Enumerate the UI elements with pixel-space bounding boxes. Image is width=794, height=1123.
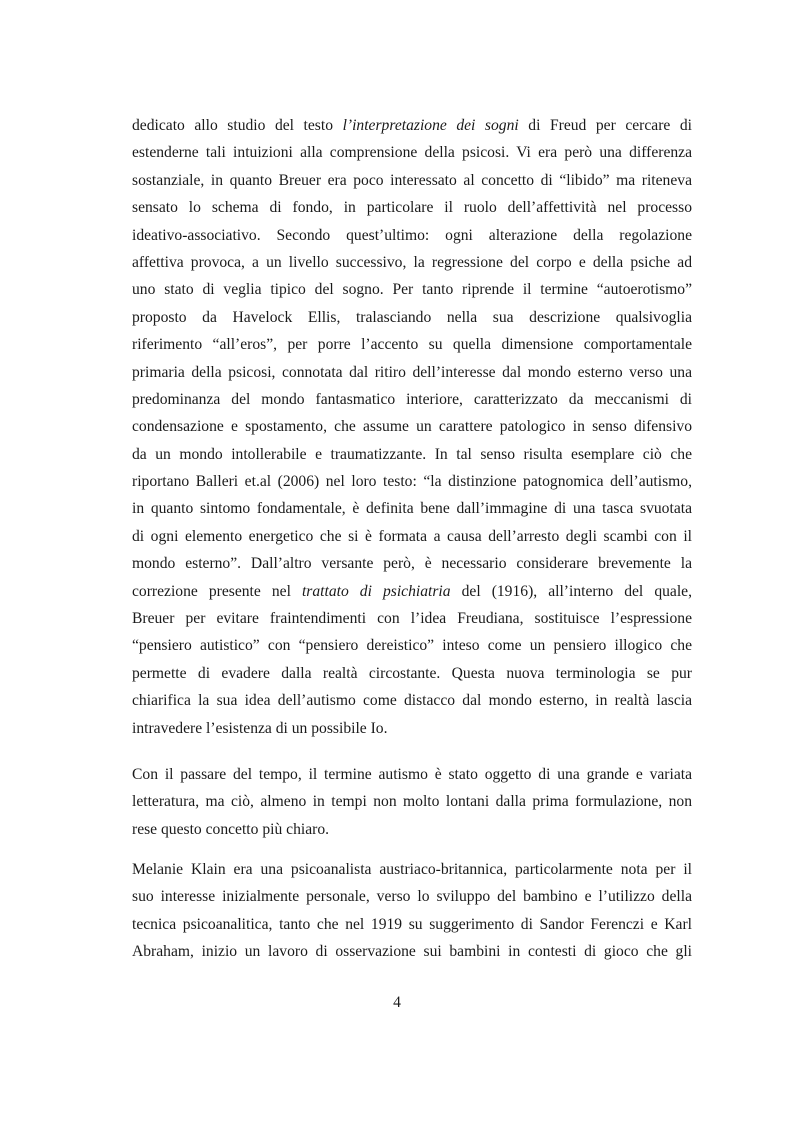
text-segment: predominanza del mondo fantasmatico interiore, caratterizzato da meccanismi di xyxy=(132,390,692,408)
text-line xyxy=(132,495,692,522)
text-segment: riportano Balleri et.al (2006) nel loro testo: “la distinzione patognomica dell’autismo, xyxy=(132,473,692,491)
text-segment: di Freud per cercare di xyxy=(518,117,692,134)
italic-title: trattato di psichiatria xyxy=(301,582,451,600)
text-line xyxy=(132,139,692,166)
italic-title: l’interpretazione dei sogni xyxy=(342,117,519,134)
text-segment: ideativo-associativo. Secondo quest’ultimo: ogni alterazione della regolazione xyxy=(132,226,692,244)
text-segment: uno stato di veglia tipico del sogno. Per tanto riprende il termine “autoerotismo” xyxy=(132,281,692,299)
text-line xyxy=(132,112,692,139)
text-line xyxy=(132,911,692,938)
text-segment: estenderne tali intuizioni alla comprensione della psicosi. Vi era però una differenza xyxy=(132,144,692,162)
text-line xyxy=(132,523,692,550)
text-line xyxy=(132,304,692,331)
text-line xyxy=(132,249,692,276)
text-line xyxy=(132,856,692,883)
text-line xyxy=(132,605,692,632)
text-line xyxy=(132,660,692,687)
text-line xyxy=(132,413,692,440)
text-segment: da un mondo intollerabile e traumatizzante. In tal senso risulta esemplare ciò che xyxy=(132,445,692,463)
text-line xyxy=(132,761,692,788)
paragraph-2 xyxy=(132,761,692,843)
text-segment: Abraham, inizio un lavoro di osservazione sui bambini in contesti di gioco che gli xyxy=(132,943,692,961)
text-line xyxy=(132,222,692,249)
paragraph-1 xyxy=(132,112,692,742)
text-segment: sostanziale, in quanto Breuer era poco interessato al concetto di “libido” ma riteneva xyxy=(132,171,692,189)
text-segment: riferimento “all’eros”, per porre l’accento su quella dimensione comportamentale xyxy=(132,336,692,354)
text-segment: rese questo concetto più chiaro. xyxy=(132,820,330,838)
text-line xyxy=(132,632,692,659)
text-segment: condensazione e spostamento, che assume un carattere patologico in senso difensivo xyxy=(132,418,692,436)
text-segment: Con il passare del tempo, il termine autismo è stato oggetto di una grande e variata xyxy=(132,766,692,783)
text-segment: del (1916), all’interno del quale, xyxy=(450,582,692,600)
text-segment: mondo esterno”. Dall’altro versante però, è necessario considerare brevemente la xyxy=(132,555,692,573)
text-line xyxy=(132,331,692,358)
text-line xyxy=(132,578,692,605)
text-segment: permette di evadere dalla realtà circostante. Questa nuova terminologia se pur xyxy=(132,664,692,682)
text-line xyxy=(132,883,692,910)
text-segment: tecnica psicoanalitica, tanto che nel 1919 su suggerimento di Sandor Ferenczi e Karl xyxy=(132,915,692,933)
text-line xyxy=(132,715,692,742)
text-segment: Breuer per evitare fraintendimenti con l’idea Freudiana, sostituisce l’espressione xyxy=(132,610,692,628)
text-segment: “pensiero autistico” con “pensiero dereistico” inteso come un pensiero illogico che xyxy=(132,637,692,655)
text-line xyxy=(132,468,692,495)
text-segment: dedicato allo studio del testo xyxy=(132,117,343,134)
text-segment: primaria della psicosi, connotata dal ritiro dell’interesse dal mondo esterno verso una xyxy=(132,363,692,381)
text-line xyxy=(132,167,692,194)
text-segment: letteratura, ma ciò, almeno in tempi non molto lontani dalla prima formulazione, non xyxy=(132,793,692,811)
text-segment: suo interesse inizialmente personale, verso lo sviluppo del bambino e l’utilizzo della xyxy=(132,888,692,906)
text-segment: sensato lo schema di fondo, in particolare il ruolo dell’affettività nel processo xyxy=(132,199,692,217)
text-segment: proposto da Havelock Ellis, tralasciando nella sua descrizione qualsivoglia xyxy=(132,308,692,326)
text-line xyxy=(132,276,692,303)
page-number: 4 xyxy=(393,994,401,1011)
text-segment: intravedere l’esistenza di un possibile Io. xyxy=(132,719,388,737)
text-segment: chiarifica la sua idea dell’autismo come distacco dal mondo esterno, in realtà lascia xyxy=(132,692,692,710)
text-segment: in quanto sintomo fondamentale, è definita bene dall’immagine di una tasca svuotata xyxy=(132,500,692,518)
text-segment: affettiva provoca, a un livello successivo, la regressione del corpo e della psiche ad xyxy=(132,253,692,271)
text-line xyxy=(132,938,692,965)
text-line xyxy=(132,194,692,221)
text-line xyxy=(132,359,692,386)
text-line xyxy=(132,386,692,413)
text-segment: correzione presente nel xyxy=(132,582,302,600)
text-line xyxy=(132,687,692,714)
paragraph-3 xyxy=(132,856,692,966)
text-line xyxy=(132,816,692,843)
text-line xyxy=(132,441,692,468)
text-segment: Melanie Klain era una psicoanalista austriaco-britannica, particolarmente nota per il xyxy=(132,861,692,878)
text-line xyxy=(132,550,692,577)
text-segment: di ogni elemento energetico che si è formata a causa dell’arresto degli scambi con il xyxy=(132,527,692,545)
text-line xyxy=(132,788,692,815)
